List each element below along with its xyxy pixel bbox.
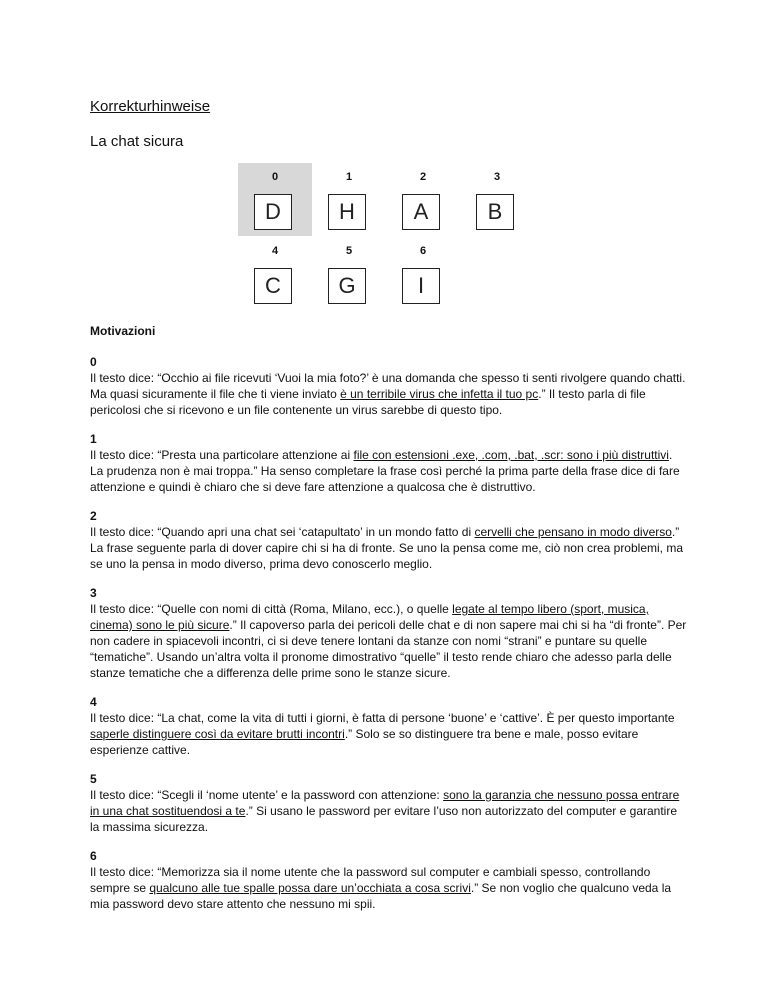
motivations-section bbox=[90, 323, 688, 925]
motivation-text bbox=[90, 787, 688, 835]
document-title: Korrekturhinweise bbox=[90, 98, 211, 115]
grid-cell-1 bbox=[312, 163, 386, 236]
cell-letter: C bbox=[254, 268, 292, 304]
motivation-text bbox=[90, 710, 688, 758]
cell-number: 4 bbox=[271, 245, 279, 257]
motivation-text bbox=[90, 864, 688, 912]
motivation-index: 6 bbox=[90, 849, 97, 863]
cell-number: 2 bbox=[419, 171, 427, 183]
document-subtitle: La chat sicura bbox=[90, 133, 184, 150]
cell-number: 6 bbox=[419, 245, 427, 257]
text-after: . La prudenza non è mai troppa.” Ha senso completare la frase così perché la prima parte della frase dice di fare attenzione e quindi è chiaro che si deve fare attenzione a qualcosa che è distruttivo. bbox=[90, 448, 680, 494]
cell-letter: A bbox=[402, 194, 440, 230]
text-before: Il testo dice: “Quelle con nomi di città (Roma, Milano, ecc.), o quelle bbox=[90, 602, 453, 616]
text-after: .” Il capoverso parla dei pericoli delle chat e di non sapere mai chi si ha “di fronte”. Per non cadere in spiacevoli incontri, ci si deve tenere lontani da stanze con nomi “strani” e puntare su quelle “tematiche”. Usando un’altra volta il pronome dimostrativo “quelle” il testo rende chiaro che adesso parla delle stanze tematiche che a differenza delle prime sono le stanze sicure. bbox=[90, 618, 687, 680]
text-before: Il testo dice: “La chat, come la vita di tutti i giorni, è fatta di persone ‘buone’ e ‘cattive’. È per questo importante bbox=[90, 711, 675, 725]
grid-cell-2 bbox=[386, 163, 460, 236]
motivation-index: 3 bbox=[90, 586, 97, 600]
motivation-item-1 bbox=[90, 431, 688, 495]
cell-number: 3 bbox=[493, 171, 501, 183]
motivation-item-0 bbox=[90, 354, 688, 418]
motivation-item-3 bbox=[90, 585, 688, 681]
grid-cell-3 bbox=[460, 163, 534, 236]
motivation-text bbox=[90, 370, 688, 418]
text-before: Il testo dice: “Scegli il ‘nome utente’ e la password con attenzione: bbox=[90, 788, 444, 802]
text-before: Il testo dice: “Quando apri una chat sei ‘catapultato’ in un mondo fatto di bbox=[90, 525, 475, 539]
answer-grid bbox=[238, 163, 538, 313]
text-after: .” Il testo parla di file pericolosi che si ricevono e un file contenente un virus sarebbe di questo tipo. bbox=[90, 387, 646, 417]
motivations-heading: Motivazioni bbox=[90, 324, 156, 338]
underlined-quote: file con estensioni .exe, .com, .bat, .scr: sono i più distruttivi bbox=[353, 448, 669, 462]
text-before: Il testo dice: “Occhio ai file ricevuti ‘Vuoi la mia foto?’ è una domanda che spesso ti senti rivolgere quando chatti. Ma quasi sicuramente il file che ti viene inviato bbox=[90, 371, 686, 401]
underlined-quote: qualcuno alle tue spalle possa dare un’occhiata a cosa scrivi bbox=[149, 881, 471, 895]
underlined-quote: è un terribile virus che infetta il tuo pc bbox=[340, 387, 539, 401]
text-after: .” La frase seguente parla di dover capire chi si ha di fronte. Se uno la pensa come me, ciò non crea problemi, ma se uno la pensa in modo diverso, prima devo conoscerlo meglio. bbox=[90, 525, 683, 571]
motivation-item-6 bbox=[90, 848, 688, 912]
text-after: .” Solo se so distinguere tra bene e male, posso evitare esperienze cattive. bbox=[90, 727, 639, 757]
underlined-quote: cervelli che pensano in modo diverso bbox=[474, 525, 672, 539]
underlined-quote: saperle distinguere così da evitare brutti incontri bbox=[90, 727, 345, 741]
motivation-index: 4 bbox=[90, 695, 97, 709]
cell-letter: I bbox=[402, 268, 440, 304]
motivation-index: 0 bbox=[90, 355, 97, 369]
motivation-item-2 bbox=[90, 508, 688, 572]
motivation-text bbox=[90, 524, 688, 572]
motivation-index: 2 bbox=[90, 509, 97, 523]
cell-number: 5 bbox=[345, 245, 353, 257]
text-after: .” Si usano le password per evitare l’uso non autorizzato del computer e garantire la massima sicurezza. bbox=[90, 804, 678, 834]
grid-cell-4 bbox=[238, 237, 312, 310]
cell-letter: H bbox=[328, 194, 366, 230]
motivation-item-4 bbox=[90, 694, 688, 758]
grid-cell-0 bbox=[238, 163, 312, 236]
motivation-index: 1 bbox=[90, 432, 97, 446]
text-before: Il testo dice: “Memorizza sia il nome utente che la password sul computer e cambiali spesso, controllando sempre se bbox=[90, 865, 651, 895]
cell-letter: G bbox=[328, 268, 366, 304]
grid-cell-5 bbox=[312, 237, 386, 310]
motivation-text bbox=[90, 447, 688, 495]
grid-cell-6 bbox=[386, 237, 460, 310]
text-after: .” Se non voglio che qualcuno veda la mia password devo stare attento che nessuno mi spii. bbox=[90, 881, 672, 911]
text-before: Il testo dice: “Presta una particolare attenzione ai bbox=[90, 448, 354, 462]
motivation-text bbox=[90, 601, 688, 681]
cell-letter: D bbox=[254, 194, 292, 230]
motivation-item-5 bbox=[90, 771, 688, 835]
cell-number: 1 bbox=[345, 171, 353, 183]
motivation-index: 5 bbox=[90, 772, 97, 786]
cell-number: 0 bbox=[271, 171, 279, 183]
cell-letter: B bbox=[476, 194, 514, 230]
underlined-quote: sono la garanzia che nessuno possa entrare in una chat sostituendosi a te bbox=[90, 788, 680, 818]
underlined-quote: legate al tempo libero (sport, musica, cinema) sono le più sicure bbox=[90, 602, 649, 632]
